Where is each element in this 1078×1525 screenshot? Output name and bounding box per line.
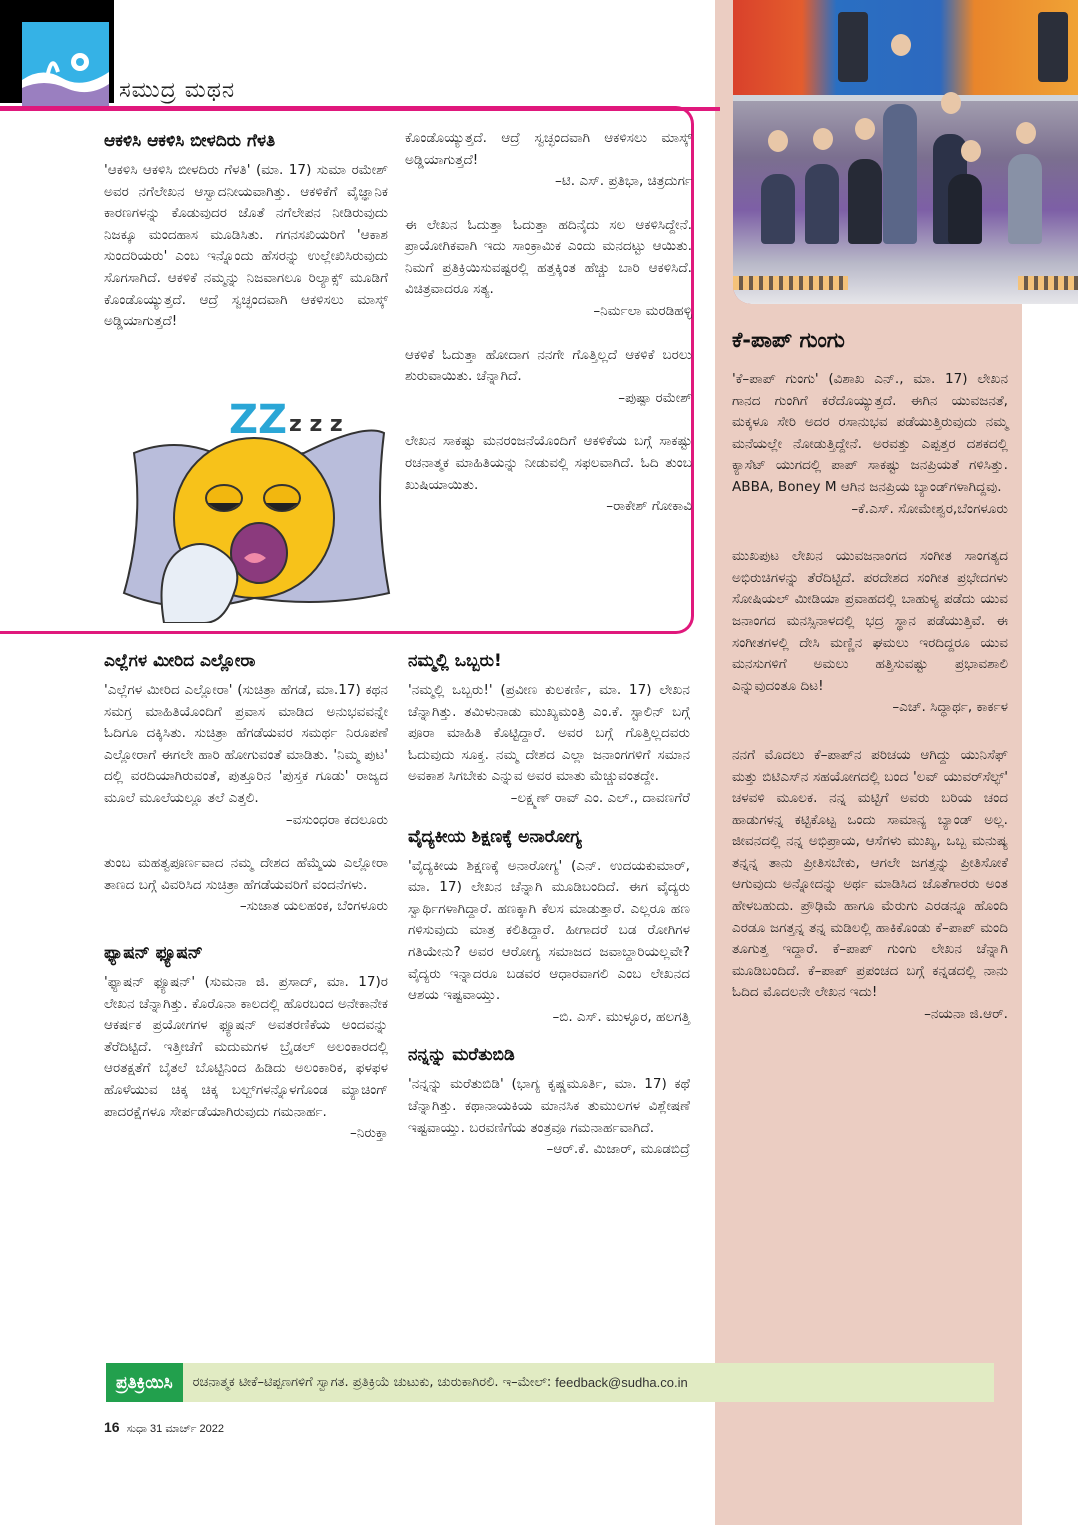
article-heading: ಕೆ-ಪಾಪ್ ಗುಂಗು — [732, 328, 845, 352]
page-footer — [104, 1419, 224, 1436]
article-heading: ನಮ್ಮಲ್ಲಿ ಒಬ್ಬರು! — [408, 651, 502, 671]
feedback-label: ಪ್ರತಿಕ್ರಿಯಿಸಿ — [106, 1363, 183, 1402]
letter-signature: –ಪುಷ್ಪಾ ರಮೇಶ್ — [618, 389, 692, 406]
svg-text:ZZ: ZZ — [229, 397, 288, 443]
letter-signature: –ರಾಕೇಶ್ ಗೋಕಾವಿ — [606, 498, 692, 515]
yawning-emoji-icon — [104, 393, 392, 623]
feature-left-column — [104, 128, 388, 408]
feature-heading: ಆಕಳಿಸಿ ಆಕಳಿಸಿ ಬೀಳದಿರು ಗೆಳತಿ — [104, 131, 276, 151]
kpop-band-stage-photo — [733, 0, 1078, 304]
letter-body: 'ಆಕಳಿಸಿ ಆಕಳಿಸಿ ಬೀಳದಿರು ಗೆಳತಿ' (ಮಾ. 17) ಸುಮಾ ರಮೇಶ್ ಅವರ ನಗೆಲೇಖನ ಆಸ್ವಾದನೀಯವಾಗಿತ್ತು. ಆಕಳಿಕೆಗೆ ವೈಜ್ಞಾನಿಕ ಕಾರಣಗಳನ್ನು ಕೊಡುವುದರ ಜೊತೆ ನಗೆಲೇಪನ ನೀಡಿರುವುದು ನಿಜಕ್ಕೂ ಮಂದಹಾಸ ಮೂಡಿಸಿತು. ಗಗನಸಖಿಯರಿಗೆ 'ಆಕಾಶ ಸುಂದರಿಯರು' ಎಂಬ ಇನ್ನೊಂದು ಹೆಸರನ್ನು ಉಲ್ಲೇಖಿಸಿರುವುದು ಸೊಗಸಾಗಿದೆ. ಆಕಳಿಕೆ ನಮ್ಮನ್ನು ನಿಜವಾಗಲೂ ರಿಲ್ಯಾಕ್ಸ್ ಮೂಡಿಗೆ ಕೊಂಡೊಯ್ಯುತ್ತದೆ. ಆದ್ರೆ ಸ್ವಚ್ಛಂದವಾಗಿ ಆಕಳಿಸಲು ಮಾಸ್ಕ್ ಅಡ್ಡಿಯಾಗುತ್ತದೆ! — [104, 162, 388, 330]
letter-signature: –ನಿರ್ಮಲಾ ಮರಡಿಹಳ್ಳಿ — [593, 302, 692, 319]
letter-body: 'ವೈದ್ಯಕೀಯ ಶಿಕ್ಷಣಕ್ಕೆ ಅನಾರೋಗ್ಯ' (ಎನ್. ಉದಯಕುಮಾರ್, ಮಾ. 17) ಲೇಖನ ಚೆನ್ನಾಗಿ ಮೂಡಿಬಂದಿದೆ. ಈಗ ವೈದ್ಯರು ಸ್ವಾರ್ಥಿಗಳಾಗಿದ್ದಾರೆ. ಹಣಕ್ಕಾಗಿ ಕೆಲಸ ಮಾಡುತ್ತಾರೆ. ಎಲ್ಲರೂ ಹಣ ಗಳಿಸುವುದು ಮಾತ್ರ ಕಲಿತಿದ್ದಾರೆ. ಹೀಗಾದರೆ ಬಡ ರೋಗಿಗಳ ಗತಿಯೇನು? ಅವರ ಆರೋಗ್ಯ ಸಮಾಜದ ಜವಾಬ್ದಾರಿಯಲ್ಲವೇ? ವೈದ್ಯರು ಇನ್ನಾದರೂ ಬಡವರ ಆಧಾರವಾಗಲಿ ಎಂಬ ಲೇಖನದ ಆಶಯ ಇಷ್ಟವಾಯ್ತು. — [408, 857, 690, 1004]
section-title: ಸಮುದ್ರ ಮಥನ — [119, 78, 236, 103]
middle-column — [408, 648, 690, 1183]
letter-body: 'ಎಲ್ಲೆಗಳ ಮೀರಿದ ಎಲ್ಲೋರಾ' (ಸುಚಿತ್ರಾ ಹೆಗಡೆ, ಮಾ.17) ಕಥನ ಸಮಗ್ರ ಮಾಹಿತಿಯೊಂದಿಗೆ ಪ್ರವಾಸ ಮಾಡಿದ ಅನುಭವವನ್ನೇ ಓದಿಗೂ ದಕ್ಕಿಸಿತು. ಸುಚಿತ್ರಾ ಹೆಗಡೆಯವರ ಸಮರ್ಥ ನಿರೂಪಣೆ ಎಲ್ಲೋರಾಗೆ ಈಗಲೇ ಹಾರಿ ಹೋಗುವಂತೆ ಮಾಡಿತು. 'ನಿಮ್ಮ ಪುಟ' ದಲ್ಲಿ ವರದಿಯಾಗಿರುವಂತೆ, ಪುತ್ತೂರಿನ 'ಪುಸ್ತಕ ಗೂಡು' ರಾಜ್ಯದ ಮೂಲೆ ಮೂಲೆಯಲ್ಲೂ ತಲೆ ಎತ್ತಲಿ. — [104, 682, 388, 806]
letter-signature: –ಟಿ. ಎಸ್. ಪ್ರತಿಭಾ, ಚಿತ್ರದುರ್ಗ — [555, 173, 692, 189]
svg-text:z z z: z z z — [289, 412, 343, 437]
letter-body: 'ಕೆ–ಪಾಪ್ ಗುಂಗು' (ವಿಶಾಖ ಎನ್., ಮಾ. 17) ಲೇಖನ ಗಾನದ ಗುಂಗಿಗೆ ಕರೆದೊಯ್ಯುತ್ತದೆ. ಈಗಿನ ಯುವಜನತೆ, ಮಕ್ಕಳೂ ಸೇರಿ ಅದರ ರಸಾನುಭವ ಪಡೆಯುತ್ತಿರುವುದು ನಮ್ಮ ಮನೆಯಲ್ಲೇ ನೋಡುತ್ತಿದ್ದೇನೆ. ಅರವತ್ತು ಎಪ್ಪತ್ತರ ದಶಕದಲ್ಲಿ ಕ್ಯಾಸೆಟ್ ಯುಗದಲ್ಲಿ ಪಾಪ್ ಸಾಕಷ್ಟು ಜನಪ್ರಿಯತೆ ಗಳಿಸಿತ್ತು. ABBA, Boney M ಆಗಿನ ಜನಪ್ರಿಯ ಬ್ಯಾಂಡ್‌ಗಳಾಗಿದ್ದವು. — [732, 371, 1008, 495]
letter-body: ತುಂಬ ಮಹತ್ವಪೂರ್ಣವಾದ ನಮ್ಮ ದೇಶದ ಹೆಮ್ಮೆಯ ಎಲ್ಲೋರಾ ತಾಣದ ಬಗ್ಗೆ ವಿವರಿಸಿದ ಸುಚಿತ್ರಾ ಹೆಗಡೆಯವರಿಗೆ ವಂದನೆಗಳು. — [104, 855, 388, 893]
ocean-wave-logo-icon — [22, 22, 109, 108]
right-column — [732, 325, 1008, 1048]
letter-body: ನನಗೆ ಮೊದಲು ಕೆ–ಪಾಪ್‌ನ ಪರಿಚಯ ಆಗಿದ್ದು ಯುನಿಸೆಫ್ ಮತ್ತು ಬಿಟಿಎಸ್‌ನ ಸಹಯೋಗದಲ್ಲಿ ಬಂದ 'ಲವ್ ಯುವರ್‌ಸೆಲ್ಫ್' ಚಳವಳಿ ಮೂಲಕ. ನನ್ನ ಮಟ್ಟಿಗೆ ಅವರು ಬರಿಯ ಚಂದ ಹಾಡುಗಳನ್ನ ಕಟ್ಟಿಕೊಟ್ಟ ಒಂದು ಸಾಮಾನ್ಯ ಬ್ಯಾಂಡ್ ಅಲ್ಲ. ಜೀವನದಲ್ಲಿ ನನ್ನ ಅಭಿಪ್ರಾಯ, ಆಸೆಗಳು ಮುಖ್ಯ, ಒಬ್ಬ ಮನುಷ್ಯ ತನ್ನನ್ನ ತಾನು ಪ್ರೀತಿಸಬೇಕು, ಆಗಲೇ ಜಗತ್ತನ್ನು ಪ್ರೀತಿಸೋಕೆ ಆಗುವುದು ಅನ್ನೋದನ್ನು ಅರ್ಥ ಮಾಡಿಸಿದ ಜೊತೆಗಾರರು ಅಂತ ಹೇಳಬಹುದು. ಪ್ರೌಢಿಮೆ ಹಾಗೂ ಮೆರುಗು ಎರಡನ್ನೂ ಹೊಂದಿ ಎರಡೂ ಜಗತ್ತನ್ನ ತನ್ನ ಮಡಿಲಲ್ಲಿ ಹಾಕಿಕೊಂಡು ಕೆ–ಪಾಪ್ ಮಂದಿ ತೂಗುತ್ತ ಇದ್ದಾರೆ. ಕೆ–ಪಾಪ್ ಗುಂಗು ಲೇಖನ ಚೆನ್ನಾಗಿ ಮೂಡಿಬಂದಿದೆ. ಕೆ–ಪಾಪ್ ಪ್ರಪಂಚದ ಬಗ್ಗೆ ಕನ್ನಡದಲ್ಲಿ ನಾನು ಓದಿದ ಮೊದಲನೇ ಲೇಖನ ಇದು! — [732, 746, 1008, 1001]
letter-body: 'ನಮ್ಮಲ್ಲಿ ಒಬ್ಬರು!' (ಪ್ರವೀಣ ಕುಲಕರ್ಣಿ, ಮಾ. 17) ಲೇಖನ ಚೆನ್ನಾಗಿತ್ತು. ತಮಿಳುನಾಡು ಮುಖ್ಯಮಂತ್ರಿ ಎಂ.ಕೆ. ಸ್ಟಾಲಿನ್ ಬಗ್ಗೆ ಪೂರಾ ಮಾಹಿತಿ ಕೊಟ್ಟಿದ್ದಾರೆ. ಅವರ ಬಗ್ಗೆ ಗೊತ್ತಿಲ್ಲದವರು ಓದುವುದು ಸೂಕ್ತ. ನಮ್ಮ ದೇಶದ ಎಲ್ಲಾ ಜನಾಂಗಗಳಿಗೆ ಸಮಾನ ಅವಕಾಶ ಸಿಗಬೇಕು ಎನ್ನುವ ಅವರ ಮಾತು ಮೆಚ್ಚುವಂತದ್ದೇ. — [408, 682, 690, 785]
article-heading: ಎಲ್ಲೆಗಳ ಮೀರಿದ ಎಲ್ಲೋರಾ — [104, 651, 256, 671]
letter-signature: –ಸುಜಾತ ಯಲಹಂಕ, ಬೆಂಗಳೂರು — [239, 898, 388, 915]
feature-right-column — [405, 128, 692, 540]
page-number: 16 — [104, 1419, 120, 1435]
letter-signature: –ನಿರುಕ್ತಾ — [350, 1125, 388, 1142]
letter-body: 'ನನ್ನನ್ನು ಮರೆತುಬಿಡಿ' (ಭಾಗ್ಯ ಕೃಷ್ಣಮೂರ್ತಿ, ಮಾ. 17) ಕಥೆ ಚೆನ್ನಾಗಿತ್ತು. ಕಥಾನಾಯಕಿಯ ಮಾನಸಿಕ ತುಮುಲಗಳ ವಿಶ್ಲೇಷಣೆ ಇಷ್ಟವಾಯ್ತು. ಬರವಣಿಗೆಯ ತಂತ್ರವೂ ಗಮನಾರ್ಹವಾಗಿದೆ. — [408, 1076, 690, 1136]
letter-body: ಮುಖಪುಟ ಲೇಖನ ಯುವಜನಾಂಗದ ಸಂಗೀತ ಸಾಂಗತ್ಯದ ಅಭಿರುಚಿಗಳನ್ನು ತೆರೆದಿಟ್ಟಿದೆ. ಪರದೇಶದ ಸಂಗೀತ ಪ್ರಭೇದಗಳು ಸೋಷಿಯಲ್ ಮೀಡಿಯಾ ಪ್ರವಾಹದಲ್ಲಿ ಬಾಹುಳ್ಯ ಪಡೆದು ಯುವ ಜನಾಂಗದ ಮನಸ್ಸಿನಾಳದಲ್ಲಿ ಭದ್ರ ಸ್ಥಾನ ಪಡೆಯುತ್ತಿವೆ. ಈ ಸಂಗೀತಗಳಲ್ಲಿ ದೇಸಿ ಮಣ್ಣಿನ ಘಮಲು ಇರದಿದ್ದರೂ ಯುವ ಮನಸುಗಳಿಗೆ ಅಮಲು ಹತ್ತಿಸುವಷ್ಟು ಪ್ರಭಾವಶಾಲಿ ಎನ್ನುವುದಂತೂ ದಿಟ! — [732, 548, 1008, 694]
letter-body: ಈ ಲೇಖನ ಓದುತ್ತಾ ಓದುತ್ತಾ ಹದಿನೈದು ಸಲ ಆಕಳಿಸಿದ್ದೇನೆ. ಪ್ರಾಯೋಗಿಕವಾಗಿ ಇದು ಸಾಂಕ್ರಾಮಿಕ ಎಂದು ಮನದಟ್ಟು ಆಯಿತು. ನಿಮಗೆ ಪ್ರತಿಕ್ರಿಯಿಸುವಷ್ಟರಲ್ಲಿ ಹತ್ತಕ್ಕಿಂತ ಹೆಚ್ಚು ಬಾರಿ ಆಕಳಿಸಿದೆ. ವಿಚಿತ್ರವಾದರೂ ಸತ್ಯ. — [405, 216, 692, 298]
letter-signature: –ಕೆ.ಎಸ್. ಸೋಮೇಶ್ವರ,ಬೆಂಗಳೂರು — [851, 500, 1008, 517]
feedback-banner — [106, 1363, 994, 1402]
letter-signature: –ನಯನಾ ಜಿ.ಆರ್. — [924, 1006, 1008, 1023]
letter-body: ಆಕಳಿಕೆ ಓದುತ್ತಾ ಹೋದಾಗ ನನಗೇ ಗೊತ್ತಿಲ್ಲದೆ ಆಕಳಿಕೆ ಬರಲು ಶುರುವಾಯಿತು. ಚೆನ್ನಾಗಿದೆ. — [405, 346, 692, 385]
letter-signature: –ಬಿ. ಎಸ್. ಮುಳ್ಳೂರ, ಹಲಗತ್ತಿ — [552, 1008, 690, 1025]
left-column — [104, 648, 388, 1167]
article-heading: ಫ್ಯಾಷನ್ ಫ್ಯೂಷನ್ — [104, 942, 203, 963]
letter-signature: –ಆರ್.ಕೆ. ಮಿಜಾರ್, ಮೂಡಬಿದ್ರೆ — [546, 1141, 690, 1158]
letter-body: 'ಫ್ಯಾಷನ್ ಫ್ಯೂಷನ್' (ಸುಮನಾ ಜಿ. ಪ್ರಸಾದ್, ಮಾ. 17)ರ ಲೇಖನ ಚೆನ್ನಾಗಿತ್ತು. ಕೊರೊನಾ ಕಾಲದಲ್ಲಿ ಹೊರಬಂದ ಅನೇಕಾನೇಕ ಆಕರ್ಷಕ ಪ್ರಯೋಗಗಳ ಫ್ಯೂಷನ್ ಅವತರಣಿಕೆಯ ಅಂದವನ್ನು ತೆರೆದಿಟ್ಟಿದೆ. ಇತ್ತೀಚೆಗೆ ಮದುಮಗಳ ಬ್ರೈಡಲ್ ಅಲಂಕಾರದಲ್ಲಿ ಆರತಕ್ಷತೆಗೆ ಬೈತಲೆ ಬೊಟ್ಟಿನಿಂದ ಹಿಡಿದು ಅಲಂಕಾರಿಕ, ಫಳಫಳ ಹೊಳೆಯುವ ಚಿಕ್ಕ ಚಿಕ್ಕ ಬಲ್ಬ್‌ಗಳನ್ನೊಳಗೊಂಡ ಮ್ಯಾಚಿಂಗ್ ಪಾದರಕ್ಷೆಗಳೂ ಸೇರ್ಪಡೆಯಾಗಿರುವುದು ಗಮನಾರ್ಹ. — [104, 973, 388, 1120]
article-heading: ನನ್ನನ್ನು ಮರೆತುಬಿಡಿ — [408, 1045, 515, 1066]
letter-signature: –ಲಕ್ಷ್ಮಣ್ ರಾವ್ ಎಂ. ಎಲ್., ದಾವಣಗೆರೆ — [510, 789, 690, 806]
letter-signature: –ಎಚ್. ಸಿದ್ಧಾರ್ಥ, ಕಾರ್ಕಳ — [892, 699, 1008, 716]
article-heading: ವೈದ್ಯಕೀಯ ಶಿಕ್ಷಣಕ್ಕೆ ಅನಾರೋಗ್ಯ — [408, 826, 582, 847]
feedback-email-link[interactable]: feedback@sudha.co.in — [555, 1375, 688, 1390]
letter-body: ಲೇಖನ ಸಾಕಷ್ಟು ಮನರಂಜನೆಯೊಂದಿಗೆ ಆಕಳಿಕೆಯ ಬಗ್ಗೆ ಸಾಕಷ್ಟು ರಚನಾತ್ಮಕ ಮಾಹಿತಿಯನ್ನು ನೀಡುವಲ್ಲಿ ಸಫಲವಾಗಿದೆ. ಓದಿ ತುಂಬ ಖುಷಿಯಾಯಿತು. — [405, 433, 692, 493]
letter-body-continuation: ಕೊಂಡೊಯ್ಯುತ್ತದೆ. ಆದ್ರೆ ಸ್ವಚ್ಛಂದವಾಗಿ ಆಕಳಿಸಲು ಮಾಸ್ಕ್ ಅಡ್ಡಿಯಾಗುತ್ತದೆ! — [405, 130, 692, 168]
publication-date: ಸುಧಾ 31 ಮಾರ್ಚ್ 2022 — [126, 1423, 224, 1435]
feedback-text: ರಚನಾತ್ಮಕ ಟೀಕೆ–ಟಿಪ್ಪಣಗಳಿಗೆ ಸ್ವಾಗತ. ಪ್ರತಿಕ್ರಿಯೆ ಚುಟುಕು, ಚುರುಕಾಗಿರಲಿ. ಇ–ಮೇಲ್: — [192, 1375, 552, 1390]
letter-signature: –ವಸುಂಧರಾ ಕದಲೂರು — [285, 811, 388, 828]
